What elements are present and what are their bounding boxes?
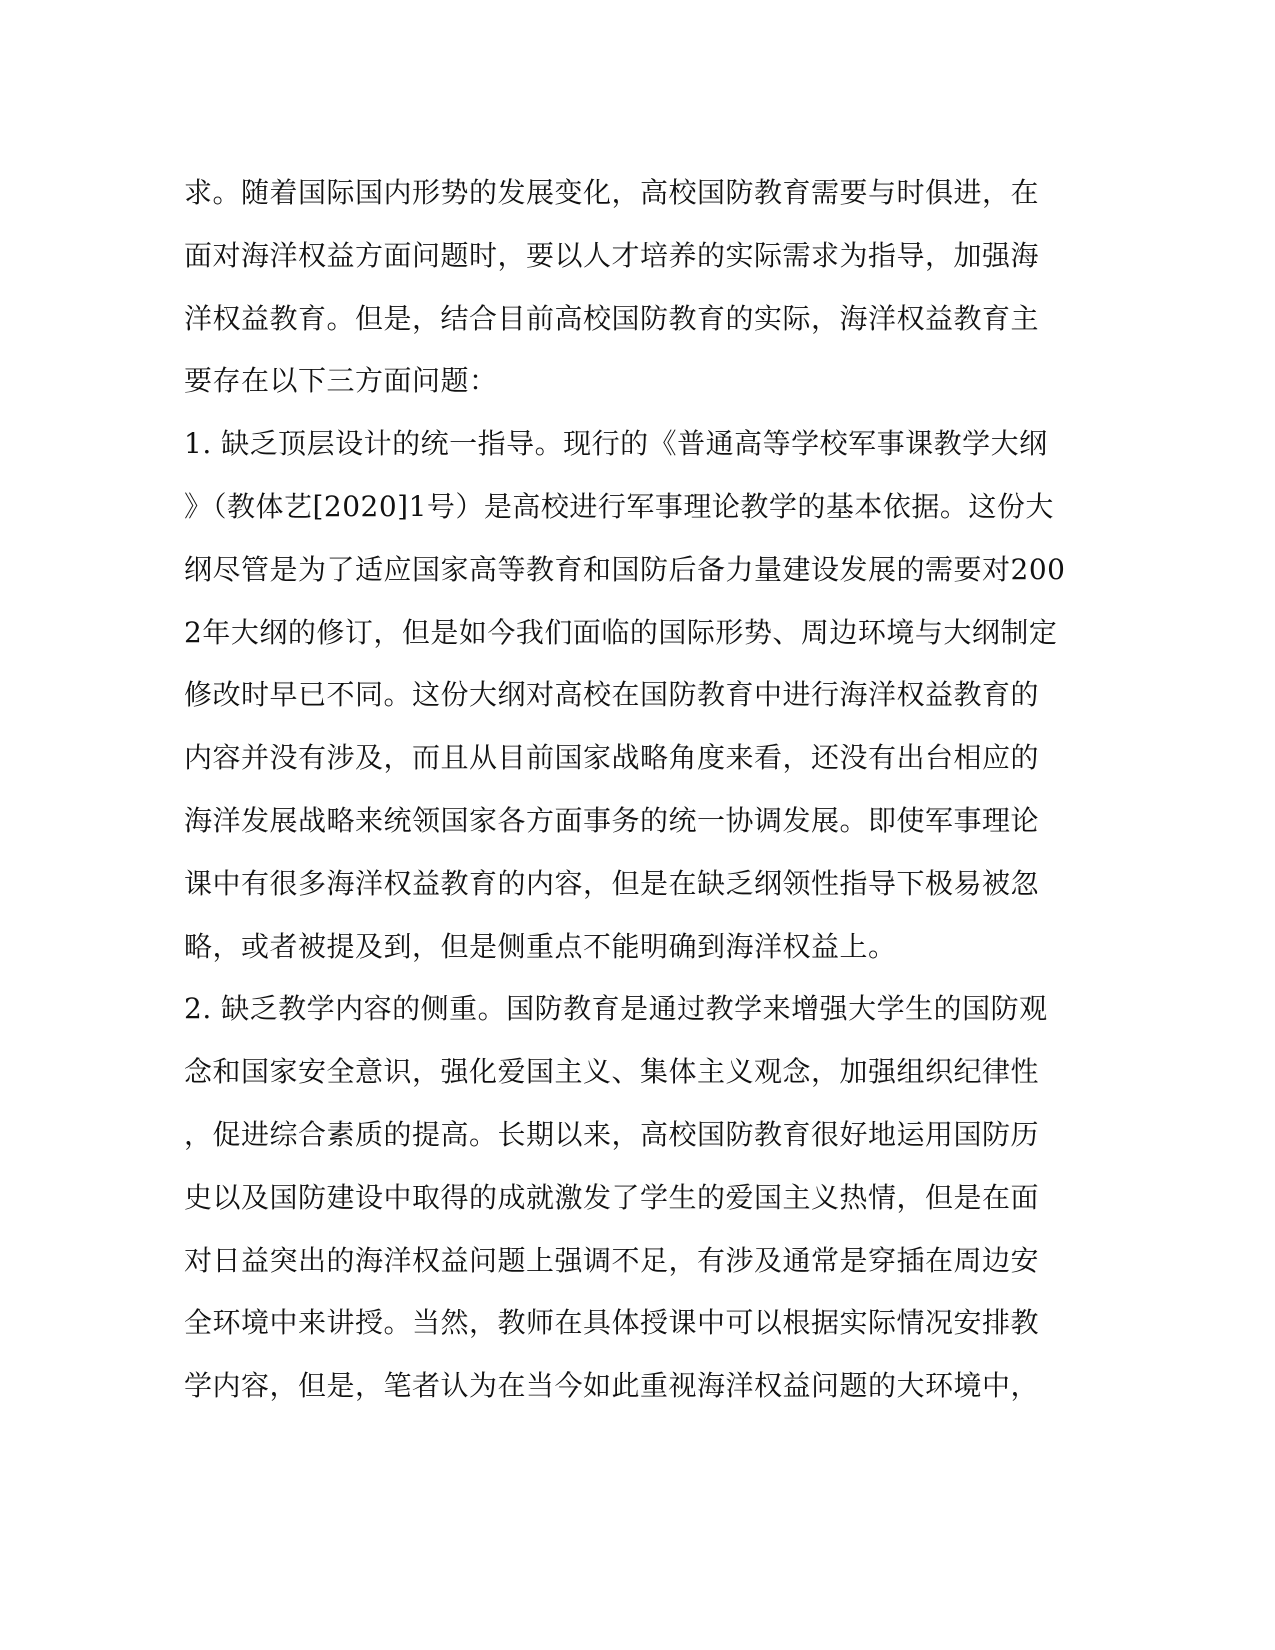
text-line: 纲尽管是为了适应国家高等教育和国防后备力量建设发展的需要对200 [184,552,1066,586]
text-line: 洋权益教育。但是，结合目前高校国防教育的实际，海洋权益教育主 [184,301,1040,335]
text-line: 史以及国防建设中取得的成就激发了学生的爱国主义热情，但是在面 [184,1180,1040,1214]
text-line: 略，或者被提及到，但是侧重点不能明确到海洋权益上。 [184,929,897,963]
text-line: 内容并没有涉及，而且从目前国家战略角度来看，还没有出台相应的 [184,741,1040,775]
text-line: 2. 缺乏教学内容的侧重。国防教育是通过教学来增强大学生的国防观 [184,992,1048,1026]
text-line: 学内容，但是，笔者认为在当今如此重视海洋权益问题的大环境中， [184,1369,1040,1403]
text-line: 要存在以下三方面问题： [184,364,498,398]
text-line: 面对海洋权益方面问题时，要以人才培养的实际需求为指导，加强海 [184,238,1040,272]
text-line: 课中有很多海洋权益教育的内容，但是在缺乏纲领性指导下极易被忽 [184,866,1040,900]
text-line: 求。随着国际国内形势的发展变化，高校国防教育需要与时俱进，在 [184,176,1040,209]
text-line: 1. 缺乏顶层设计的统一指导。现行的《普通高等学校军事课教学大纲 [184,427,1048,461]
body-text [184,162,1064,1418]
text-line: 全环境中来讲授。当然，教师在具体授课中可以根据实际情况安排教 [184,1306,1040,1340]
text-line: 修改时早已不同。这份大纲对高校在国防教育中进行海洋权益教育的 [184,678,1040,712]
text-line: 》（教体艺[2020]1号）是高校进行军事理论教学的基本依据。这份大 [184,489,1054,523]
text-line: 海洋发展战略来统领国家各方面事务的统一协调发展。即使军事理论 [184,803,1040,837]
text-line: 2年大纲的修订，但是如今我们面临的国际形势、周边环境与大纲制定 [184,615,1058,649]
text-line: 对日益突出的海洋权益问题上强调不足，有涉及通常是穿插在周边安 [184,1243,1040,1277]
text-line: ，促进综合素质的提高。长期以来，高校国防教育很好地运用国防历 [184,1117,1040,1151]
text-line: 念和国家安全意识，强化爱国主义、集体主义观念，加强组织纪律性 [184,1055,1040,1089]
